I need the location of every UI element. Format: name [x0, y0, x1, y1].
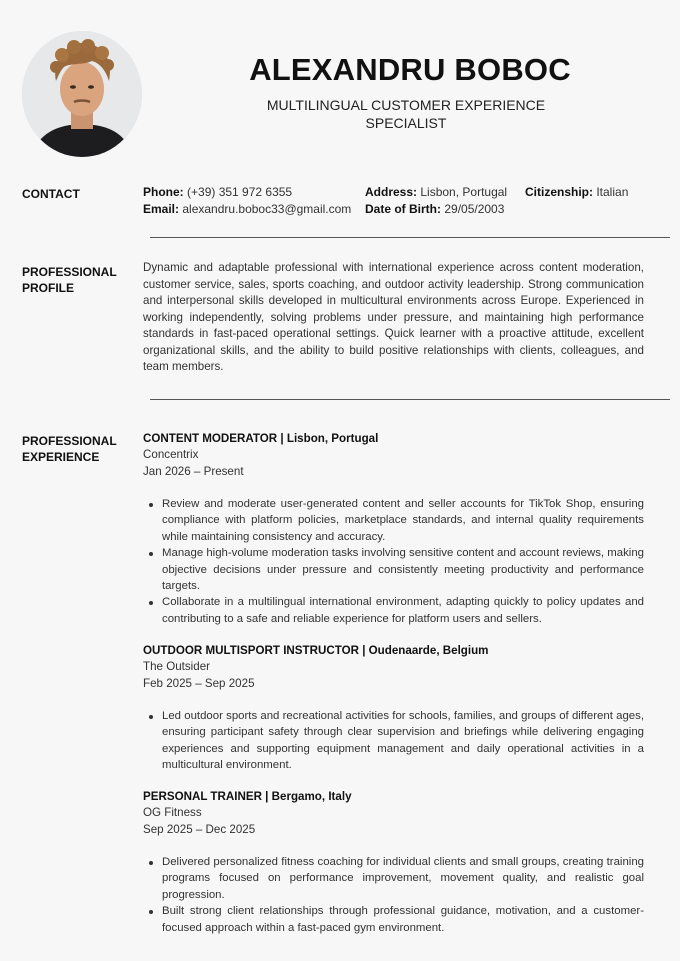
job-bullet: Collaborate in a multilingual international environment, adapting quickly to policy updates and contributing to a safe and reliable experience for platform users and sellers.	[143, 594, 644, 627]
job-bullet: Review and moderate user-generated content and seller accounts for TikTok Shop, ensuring compliance with platform policies, marketplace standards, and internal quality requirements while maintaining consistency and accuracy.	[143, 496, 644, 545]
experience-heading-line1: PROFESSIONAL	[22, 434, 117, 448]
job-bullets	[143, 496, 644, 627]
job-title: CONTENT MODERATOR | Lisbon, Portugal	[143, 432, 379, 445]
profile-heading	[22, 264, 117, 296]
job-dates: Sep 2025 – Dec 2025	[143, 822, 256, 836]
citizenship-value: Italian	[596, 185, 629, 199]
job-entry	[143, 643, 644, 774]
dob-row	[365, 201, 507, 218]
job-bullet: Led outdoor sports and recreational activities for schools, families, and groups of different ages, ensuring participant safety through clear supervision and briefings while delivering engaging experiences and supporting equipment management and daily operational activities in a multicultural environment.	[143, 708, 644, 774]
address-value: Lisbon, Portugal	[420, 185, 508, 199]
job-dates: Feb 2025 – Sep 2025	[143, 676, 255, 690]
contact-address-dob	[365, 184, 507, 218]
citizenship-row	[525, 184, 628, 201]
job-entry	[143, 431, 644, 627]
experience-heading-line2: EXPERIENCE	[22, 450, 100, 464]
contact-citizenship	[525, 184, 628, 201]
job-company: OG Fitness	[143, 806, 202, 819]
email-value: alexandru.boboc33@gmail.com	[182, 202, 352, 216]
dob-label: Date of Birth:	[365, 202, 441, 216]
profile-heading-line1: PROFESSIONAL	[22, 265, 117, 279]
candidate-name: ALEXANDRU BOBOC	[249, 52, 571, 87]
dob-value: 29/05/2003	[444, 202, 505, 216]
address-label: Address:	[365, 185, 418, 199]
job-bullets	[143, 854, 644, 936]
job-bullet: Delivered personalized fitness coaching for individual clients and small groups, creating training programs focused on performance improvement, movement quality, and realistic goal progression.	[143, 854, 644, 903]
contact-heading: CONTACT	[22, 187, 80, 201]
job-headline: MULTILINGUAL CUSTOMER EXPERIENCE SPECIALIST	[266, 97, 546, 131]
profile-summary: Dynamic and adaptable professional with international experience across content moderation, customer service, sales, sports coaching, and outdoor activity leadership. Strong communication and interpersonal skills developed in multicultural environments across Europe. Experienced in working independently, solving problems under pressure, and maintaining high performance standards in fast-paced operational settings. Quick learner with a proactive attitude, excellent organizational skills, and the ability to build positive relationships with clients, colleagues, and team members.	[143, 261, 644, 373]
phone-row	[143, 184, 351, 201]
job-dates: Jan 2026 – Present	[143, 464, 244, 478]
email-label: Email:	[143, 202, 180, 216]
job-company: The Outsider	[143, 660, 211, 673]
contact-phone-email	[143, 184, 351, 218]
job-title: OUTDOOR MULTISPORT INSTRUCTOR | Oudenaarde, Belgium	[143, 644, 489, 657]
experience-heading	[22, 433, 117, 465]
profile-heading-line2: PROFILE	[22, 281, 75, 295]
email-row	[143, 201, 351, 218]
job-bullet: Built strong client relationships through professional guidance, motivation, and a customer-focused approach within a fast-paced gym environment.	[143, 903, 644, 936]
phone-label: Phone:	[143, 185, 184, 199]
address-row	[365, 184, 507, 201]
section-divider	[150, 399, 670, 400]
citizenship-label: Citizenship:	[525, 185, 593, 199]
job-entry	[143, 789, 644, 936]
job-title: PERSONAL TRAINER | Bergamo, Italy	[143, 790, 352, 803]
job-bullets	[143, 708, 644, 774]
phone-value: (+39) 351 972 6355	[187, 185, 293, 199]
job-bullet: Manage high-volume moderation tasks involving sensitive content and account reviews, making objective decisions under pressure and consistently meeting productivity and performance targets.	[143, 545, 644, 594]
profile-photo	[22, 31, 142, 157]
section-divider	[150, 237, 670, 238]
portrait-image	[22, 31, 142, 157]
job-company: Concentrix	[143, 448, 199, 461]
